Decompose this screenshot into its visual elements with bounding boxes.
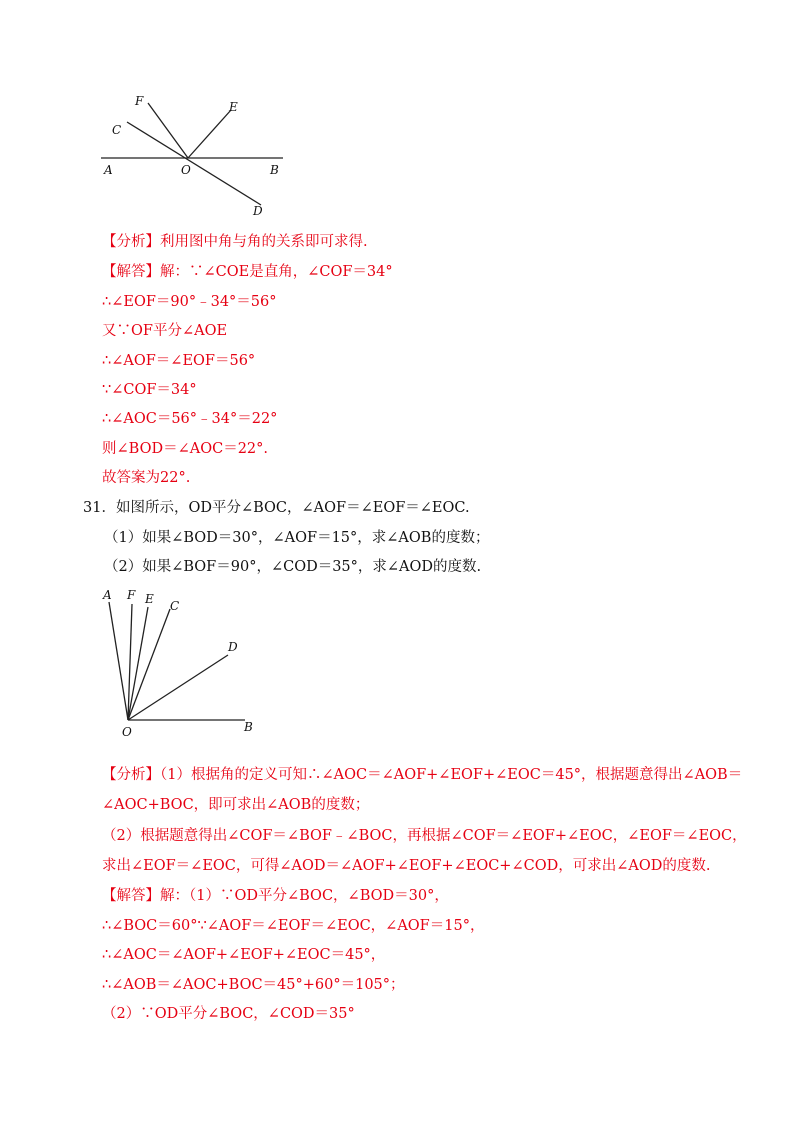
- label-o: O: [122, 725, 132, 739]
- ray-of: [148, 103, 188, 158]
- answer-30-step-5: ∴∠AOC＝56°﹣34°＝22°: [102, 411, 278, 427]
- analysis-31-line-1: 【分析】（1）根据角的定义可知∴∠AOC＝∠AOF+∠EOF+∠EOC＝45°，根据题意得出∠AOB＝: [102, 767, 743, 783]
- ray-od: [128, 655, 228, 720]
- label-b: B: [270, 163, 279, 177]
- answer-31-line-2: ∴∠BOC＝60°∵∠AOF＝∠EOF＝∠EOC，∠AOF＝15°，: [102, 918, 485, 934]
- figure-2-rays-diagram: [100, 585, 275, 745]
- answer-31-line-3: ∴∠AOC＝∠AOF+∠EOF+∠EOC＝45°，: [102, 947, 386, 963]
- answer-30-step-2: 又∵OF平分∠AOE: [102, 323, 228, 339]
- analysis-31-line-2: ∠AOC+BOC，即可求出∠AOB的度数；: [102, 797, 370, 813]
- figure-1-lines-diagram: [95, 90, 295, 220]
- label-f: F: [135, 94, 144, 108]
- label-o: O: [181, 163, 191, 177]
- ray-oa: [109, 602, 128, 720]
- label-d: D: [253, 204, 263, 218]
- answer-30-step-1: ∴∠EOF＝90°﹣34°＝56°: [102, 294, 277, 310]
- label-f: F: [127, 588, 136, 602]
- analysis-31-line-4: 求出∠EOF＝∠EOC，可得∠AOD＝∠AOF+∠EOF+∠EOC+∠COD，可求出∠AOD的度数.: [102, 858, 711, 874]
- label-a: A: [103, 588, 112, 602]
- answer-30-step-6: 则∠BOD＝∠AOC＝22°.: [102, 441, 268, 457]
- answer-31-line-4: ∴∠AOB＝∠AOC+BOC＝45°+60°＝105°；: [102, 977, 405, 993]
- answer-30-step-3: ∴∠AOF＝∠EOF＝56°: [102, 353, 256, 369]
- answer-31-line-5: （2）∵OD平分∠BOC，∠COD＝35°: [102, 1006, 355, 1022]
- label-c: C: [170, 599, 180, 613]
- label-e: E: [145, 592, 154, 606]
- label-a: A: [104, 163, 113, 177]
- label-b: B: [244, 720, 253, 734]
- analysis-30: 【分析】利用图中角与角的关系即可求得.: [102, 234, 368, 250]
- answer-30-final: 故答案为22°.: [102, 470, 191, 486]
- line-cd: [127, 122, 261, 205]
- answer-31-line-1: 【解答】解：（1）∵OD平分∠BOC，∠BOD＝30°，: [102, 888, 449, 904]
- label-d: D: [228, 640, 238, 654]
- label-e: E: [229, 100, 238, 114]
- label-c: C: [112, 123, 122, 137]
- ray-oc: [128, 609, 170, 720]
- answer-30-head: 【解答】解：∵∠COE是直角，∠COF＝34°: [102, 264, 393, 280]
- problem-31-question-2: （2）如果∠BOF＝90°，∠COD＝35°，求∠AOD的度数.: [104, 559, 482, 575]
- problem-31-statement: 31．如图所示，OD平分∠BOC，∠AOF＝∠EOF＝∠EOC.: [83, 500, 470, 516]
- ray-oe: [188, 110, 231, 158]
- problem-31-question-1: （1）如果∠BOD＝30°，∠AOF＝15°，求∠AOB的度数；: [104, 530, 490, 546]
- analysis-31-line-3: （2）根据题意得出∠COF＝∠BOF﹣∠BOC，再根据∠COF＝∠EOF+∠EOC，∠EOF＝∠EOC，: [102, 828, 747, 844]
- answer-30-step-4: ∵∠COF＝34°: [102, 382, 197, 398]
